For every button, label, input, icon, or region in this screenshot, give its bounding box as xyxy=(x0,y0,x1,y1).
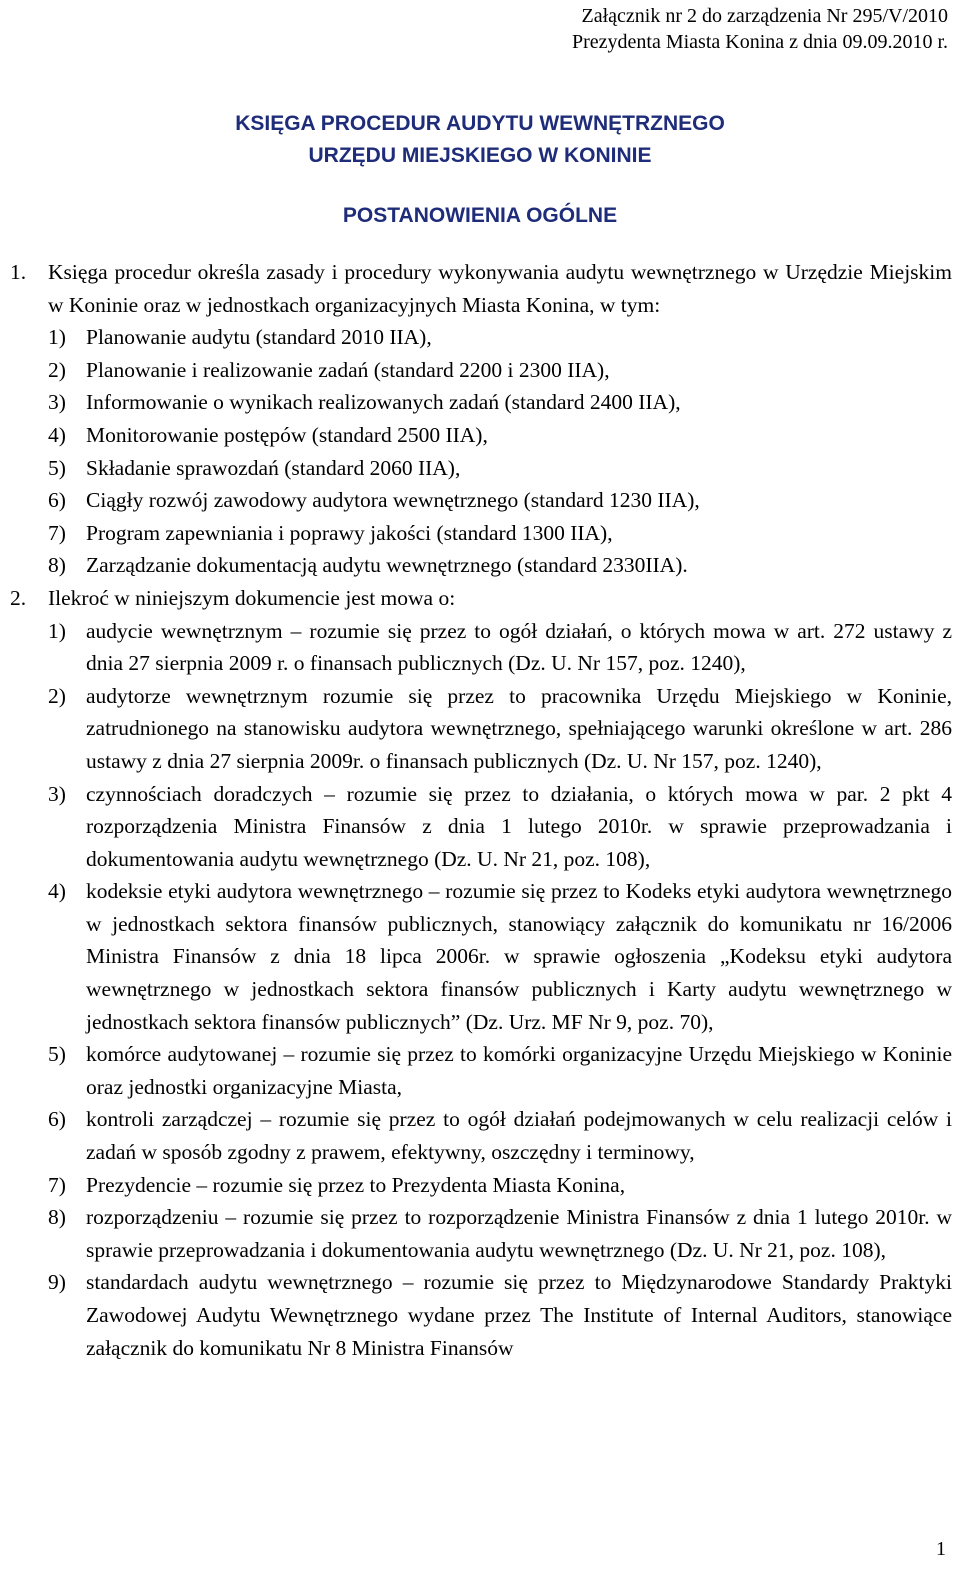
list-item-number: 5) xyxy=(48,455,66,480)
section-2 xyxy=(10,582,952,1364)
page-number: 1 xyxy=(936,1538,946,1560)
definition-number: 6) xyxy=(48,1107,66,1132)
definition-item xyxy=(48,1038,952,1103)
annex-line-1: Załącznik nr 2 do zarządzenia Nr 295/V/2010 xyxy=(581,5,948,27)
section-1 xyxy=(10,256,952,582)
definition-number: 3) xyxy=(48,781,66,806)
list-item xyxy=(48,321,952,354)
document-title xyxy=(0,108,960,172)
section-1-list xyxy=(48,321,952,582)
list-item-text: Składanie sprawozdań (standard 2060 IIA), xyxy=(86,455,461,480)
list-item-text: Program zapewniania i poprawy jakości (standard 1300 IIA), xyxy=(86,520,613,545)
definition-number: 1) xyxy=(48,618,66,643)
definition-text: audytorze wewnętrznym rozumie się przez to pracownika Urzędu Miejskiego w Koninie, zatrudnionego na stanowisku audytora wewnętrznego, spełniającego warunki określone w art. 286 ustawy z dnia 27 sierpnia 2009r. o finansach publicznych (Dz. U. Nr 157, poz. 1240), xyxy=(86,683,952,773)
list-item xyxy=(48,354,952,387)
definition-number: 4) xyxy=(48,879,66,904)
list-item-number: 7) xyxy=(48,520,66,545)
list-item-number: 3) xyxy=(48,390,66,415)
title-line-1: KSIĘGA PROCEDUR AUDYTU WEWNĘTRZNEGO xyxy=(235,112,725,135)
definition-number: 9) xyxy=(48,1270,66,1295)
definition-text: kontroli zarządczej – rozumie się przez to ogół działań podejmowanych w celu realizacji celów i zadań w sposób zgodny z prawem, efektywny, oszczędny i terminowy, xyxy=(86,1107,952,1165)
definition-text: audycie wewnętrznym – rozumie się przez to ogół działań, o których mowa w art. 272 ustawy z dnia 27 sierpnia 2009 r. o finansach publicznych (Dz. U. Nr 157, poz. 1240), xyxy=(86,618,952,676)
definition-item xyxy=(48,1169,952,1202)
list-item-text: Planowanie audytu (standard 2010 IIA), xyxy=(86,325,432,350)
list-item xyxy=(48,484,952,517)
definition-number: 7) xyxy=(48,1172,66,1197)
list-item-text: Informowanie o wynikach realizowanych zadań (standard 2400 IIA), xyxy=(86,390,681,415)
definition-text: komórce audytowanej – rozumie się przez to komórki organizacyjne Urzędu Miejskiego w Koninie oraz jednostki organizacyjne Miasta, xyxy=(86,1042,952,1099)
definition-number: 8) xyxy=(48,1205,66,1230)
definition-text: kodeksie etyki audytora wewnętrznego – rozumie się przez to Kodeks etyki audytora wewnętrznego w jednostkach sektora finansów publicznych, stanowiący załącznik do komunikatu nr 16/2006 Ministra Finansów z dnia 18 lipca 2006r. w sprawie ogłoszenia „Kodeksu etyki audytora wewnętrznego w jednostkach sektora finansów publicznych i Karty audytu wewnętrznego w jednostkach sektora finansów publicznych” (Dz. Urz. MF Nr 9, poz. 70), xyxy=(86,879,952,1034)
definition-text: rozporządzeniu – rozumie się przez to rozporządzenie Ministra Finansów z dnia 1 lutego 2010r. w sprawie przeprowadzania i dokumentowania audytu wewnętrznego (Dz. U. Nr 21, poz. 108), xyxy=(86,1205,952,1262)
list-item-number: 4) xyxy=(48,422,66,447)
annex-header xyxy=(572,3,948,55)
list-item-number: 2) xyxy=(48,357,66,382)
definition-text: standardach audytu wewnętrznego – rozumie się przez to Międzynarodowe Standardy Praktyki Zawodowej Audytu Wewnętrznego wydane przez The Institute of Internal Auditors, stanowiące załącznik do komunikatu Nr 8 Ministra Finansów xyxy=(86,1270,952,1360)
list-item-number: 8) xyxy=(48,553,66,578)
annex-line-2: Prezydenta Miasta Konina z dnia 09.09.2010 r. xyxy=(571,31,948,53)
title-line-2: URZĘDU MIEJSKIEGO W KONINIE xyxy=(308,144,652,167)
list-item-number: 6) xyxy=(48,488,66,513)
definition-item xyxy=(48,615,952,680)
definition-item xyxy=(48,778,952,876)
list-item xyxy=(48,386,952,419)
section-heading: POSTANOWIENIA OGÓLNE xyxy=(342,204,618,227)
definition-number: 5) xyxy=(48,1042,66,1067)
section-2-number: 2. xyxy=(10,585,27,610)
section-2-intro: Ilekroć w niniejszym dokumencie jest mowa o: xyxy=(48,585,456,610)
definition-number: 2) xyxy=(48,683,66,708)
section-2-list xyxy=(48,615,952,1365)
list-item-text: Zarządzanie dokumentacją audytu wewnętrznego (standard 2330IIA). xyxy=(86,553,688,578)
list-item xyxy=(48,517,952,550)
section-1-intro: Księga procedur określa zasady i procedury wykonywania audytu wewnętrznego w Urzędzie Miejskim w Koninie oraz w jednostkach organizacyjnych Miasta Konina, w tym: xyxy=(48,260,952,317)
list-item-text: Planowanie i realizowanie zadań (standard 2200 i 2300 IIA), xyxy=(86,357,610,382)
document-body xyxy=(10,256,952,1364)
section-1-number: 1. xyxy=(10,260,27,284)
list-item-number: 1) xyxy=(48,325,66,350)
list-item xyxy=(48,549,952,582)
definition-item xyxy=(48,1201,952,1266)
definition-item xyxy=(48,680,952,778)
definition-text: Prezydencie – rozumie się przez to Prezydenta Miasta Konina, xyxy=(86,1172,626,1197)
list-item xyxy=(48,419,952,452)
definition-item xyxy=(48,1103,952,1168)
list-item-text: Ciągły rozwój zawodowy audytora wewnętrznego (standard 1230 IIA), xyxy=(86,488,700,513)
definition-item xyxy=(48,875,952,1038)
list-item-text: Monitorowanie postępów (standard 2500 IIA), xyxy=(86,422,488,447)
definition-text: czynnościach doradczych – rozumie się przez to działania, o których mowa w par. 2 pkt 4 rozporządzenia Ministra Finansów z dnia 1 lutego 2010r. w sprawie przeprowadzania i dokumentowania audytu wewnętrznego (Dz. U. Nr 21, poz. 108), xyxy=(86,781,952,871)
list-item xyxy=(48,452,952,485)
definition-item xyxy=(48,1266,952,1364)
